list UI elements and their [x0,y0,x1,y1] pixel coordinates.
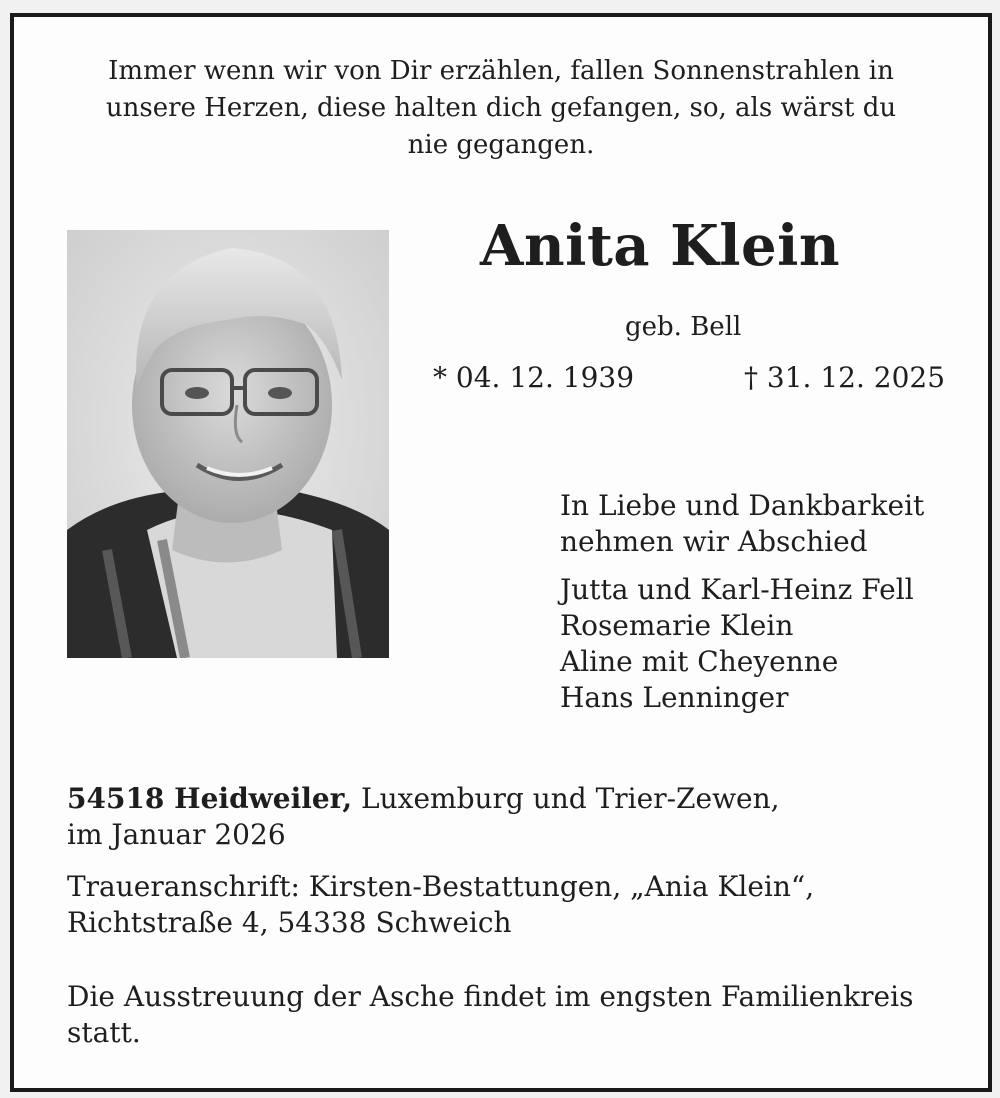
mourner-item: Rosemarie Klein [560,609,794,642]
birth-date: * 04. 12. 1939 [433,361,635,394]
farewell-line-2: nehmen wir Abschied [560,525,868,558]
death-date: † 31. 12. 2025 [744,361,946,394]
town-rest: Luxemburg und Trier-Zewen, [352,782,780,815]
ash-scattering-notice [67,979,913,1051]
deceased-name: Anita Klein [480,213,841,279]
date-line: im Januar 2026 [67,818,286,851]
mourning-address [67,869,814,941]
notice-line-2: statt. [67,1016,141,1049]
poem [14,53,988,164]
mourner-item: Aline mit Cheyenne [560,645,839,678]
maiden-name: geb. Bell [625,312,742,342]
town-bold: 54518 Heidweiler, [67,782,353,815]
portrait-photo [67,230,389,658]
poem-line-3: nie gegangen. [407,130,595,160]
farewell-line-1: In Liebe und Dankbarkeit [560,489,925,522]
poem-line-2: unsere Herzen, diese halten dich gefangen, so, als wärst du [105,93,897,123]
farewell-text [560,488,924,560]
place-and-date [67,781,780,853]
address-line-1: Traueranschrift: Kirsten-Bestattungen, „Ania Klein“, [67,870,815,903]
place-line [67,781,780,817]
obituary-frame [10,13,992,1092]
mourner-item: Hans Lenninger [560,681,789,714]
mourners-list [560,572,914,716]
address-line-2: Richtstraße 4, 54338 Schweich [67,906,512,939]
mourner-item: Jutta und Karl-Heinz Fell [560,573,914,606]
poem-line-1: Immer wenn wir von Dir erzählen, fallen Sonnenstrahlen in [108,56,894,86]
notice-line-1: Die Ausstreuung der Asche findet im engsten Familienkreis [67,980,914,1013]
